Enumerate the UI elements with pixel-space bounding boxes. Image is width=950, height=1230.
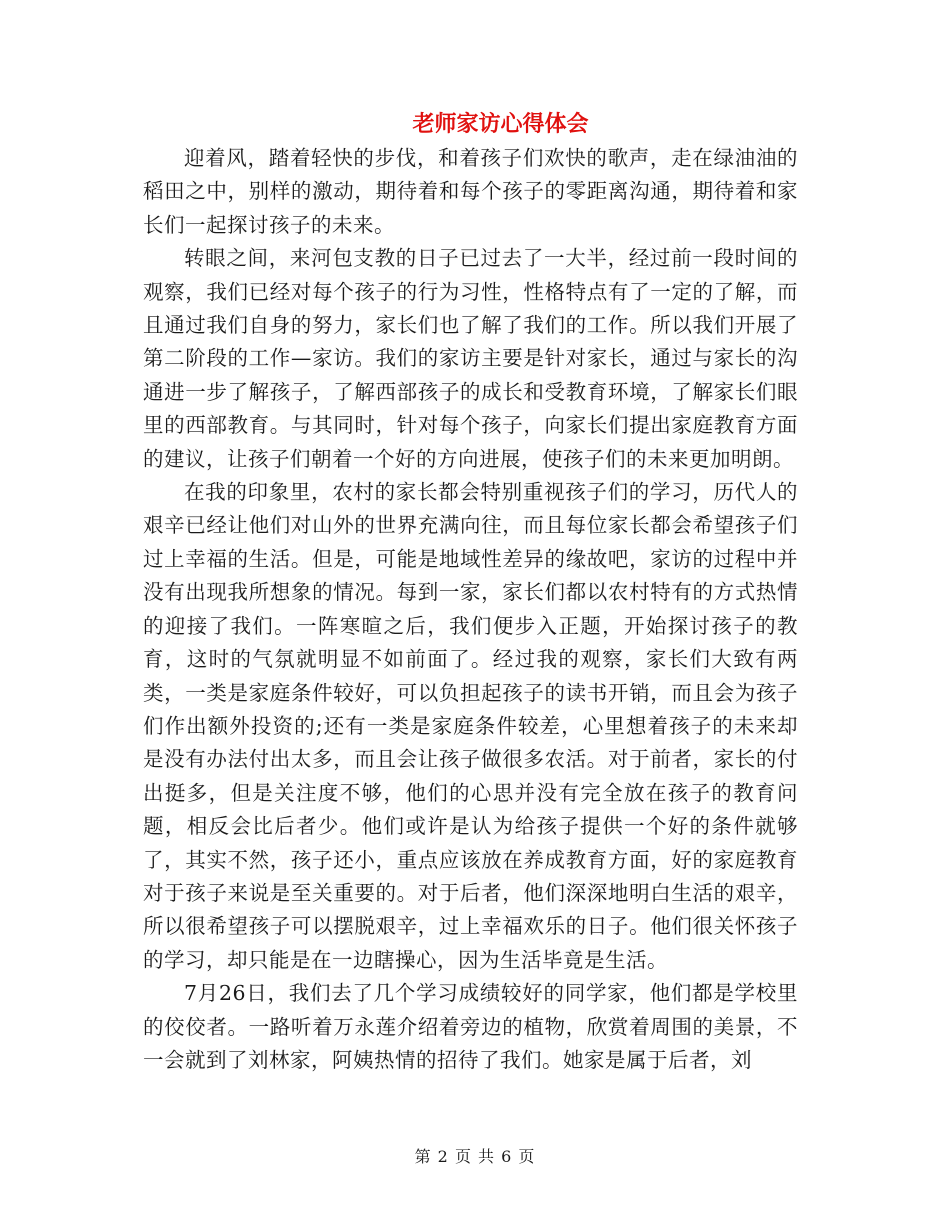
document-title: 老师家访心得体会 [412, 112, 589, 137]
paragraph-1: 迎着风，踏着轻快的步伐，和着孩子们欢快的歌声，走在绿油油的稻田之中，别样的激动，期待着和每个孩子的零距离沟通，期待着和家长们一起探讨孩子的未来。 [143, 146, 798, 237]
paragraph-3: 在我的印象里，农村的家长都会特别重视孩子们的学习，历代人的艰辛已经让他们对山外的世界充满向往，而且每位家长都会希望孩子们过上幸福的生活。但是，可能是地域性差异的缘故吧，家访的过程中并没有出现我所想象的情况。每到一家，家长们都以农村特有的方式热情的迎接了我们。一阵寒暄之后，我们便步入正题，开始探讨孩子的教育，这时的气氛就明显不如前面了。经过我的观察，家长们大致有两类，一类是家庭条件较好，可以负担起孩子的读书开销，而且会为孩子们作出额外投资的;还有一类是家庭条件较差，心里想着孩子的未来却是没有办法付出太多，而且会让孩子做很多农活。对于前者，家长的付出挺多，但是关注度不够，他们的心思并没有完全放在孩子的教育问题，相反会比后者少。他们或许是认为给孩子提供一个好的条件就够了，其实不然，孩子还小，重点应该放在养成教育方面，好的家庭教育对于孩子来说是至关重要的。对于后者，他们深深地明白生活的艰辛，所以很希望孩子可以摆脱艰辛，过上幸福欢乐的日子。他们很关怀孩子的学习，却只能是在一边瞎操心，因为生活毕竟是生活。 [143, 480, 798, 972]
page-footer: 第 2 页 共 6 页 [414, 1147, 536, 1166]
paragraph-2: 转眼之间，来河包支教的日子已过去了一大半，经过前一段时间的观察，我们已经对每个孩子的行为习性，性格特点有了一定的了解，而且通过我们自身的努力，家长们也了解了我们的工作。所以我们开展了第二阶段的工作—家访。我们的家访主要是针对家长，通过与家长的沟通进一步了解孩子，了解西部孩子的成长和受教育环境，了解家长们眼里的西部教育。与其同时，针对每个孩子，向家长们提出家庭教育方面的建议，让孩子们朝着一个好的方向进展，使孩子们的未来更加明朗。 [143, 246, 798, 471]
paragraph-4: 7月26日，我们去了几个学习成绩较好的同学家，他们都是学校里的佼佼者。一路听着万永莲介绍着旁边的植物，欣赏着周围的美景，不一会就到了刘林家，阿姨热情的招待了我们。她家是属于后者，刘 [143, 981, 798, 1072]
document-page [143, 108, 798, 1077]
